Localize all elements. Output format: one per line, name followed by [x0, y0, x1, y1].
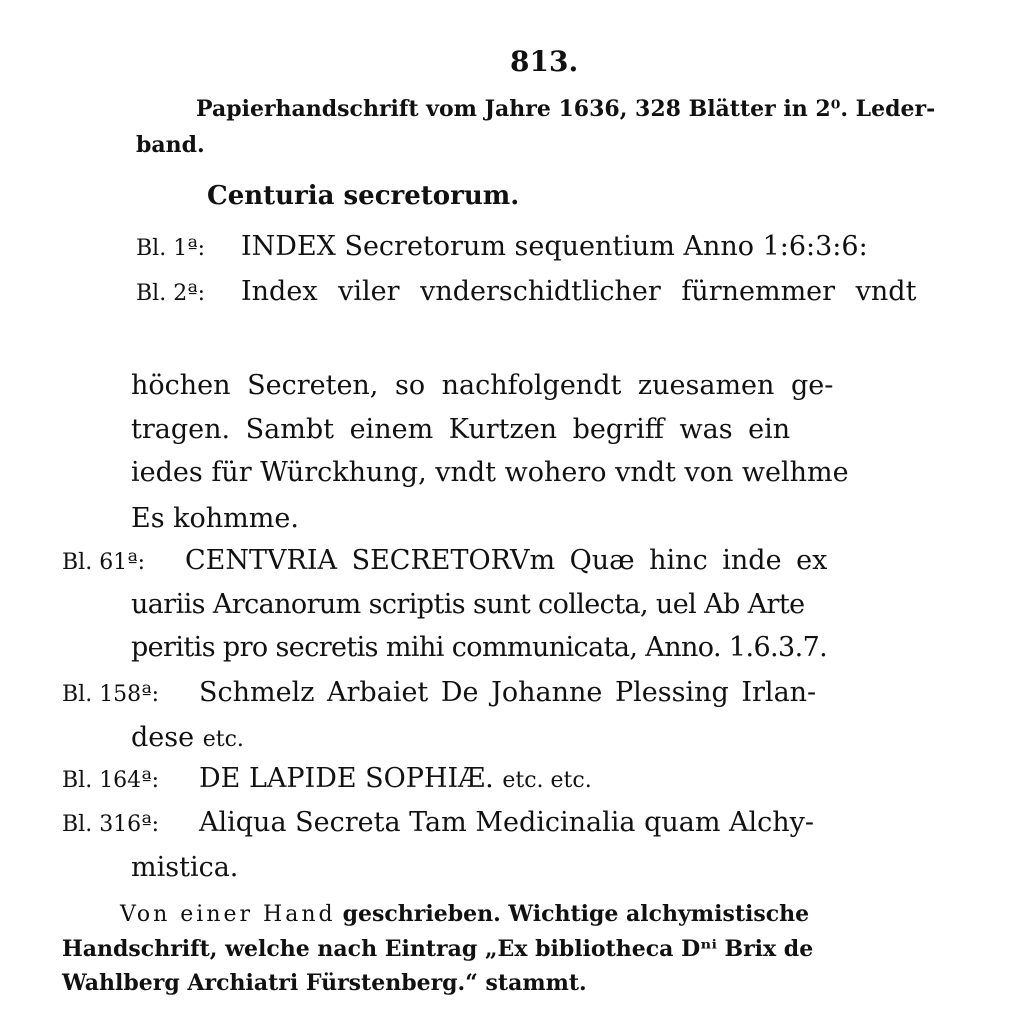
note-line-1-rest: geschrieben. Wichtige alchymistische	[342, 901, 810, 927]
continuation-line-2: tragen. Sambt einem Kurtzen begriff was ein	[131, 414, 791, 445]
entry-text-bl2: Index viler vnderschidtlicher fürnemmer vndt	[241, 276, 917, 307]
entry-text-bl1-content: INDEX Secretorum sequentium Anno 1:6:3:6:	[241, 231, 868, 262]
entry-text-bl61-line3: peritis pro secretis mihi communicata, Anno. 1.6.3.7.	[131, 632, 828, 663]
continuation-line-1: höchen Secreten, so nachfolgendt zuesamen ge-	[131, 370, 834, 401]
entry-text-bl158-line2	[131, 724, 244, 751]
entry-text-bl61-line1: CENTVRIA SECRETORVm Quæ hinc inde ex	[185, 545, 828, 576]
continuation-line-4: Es kohmme.	[131, 503, 299, 534]
entry-text-bl158-word: dese	[131, 722, 195, 753]
entry-text-bl61-line2: uariis Arcanorum scriptis sunt collecta, uel Ab Arte	[131, 589, 805, 620]
entry-text-bl316-line2: mistica.	[131, 852, 239, 883]
note-line-2: Handschrift, welche nach Eintrag „Ex bibliotheca Dⁿⁱ Brix de	[62, 936, 814, 962]
continuation-line-3: iedes für Würckhung, vndt wohero vndt von welhme	[131, 457, 849, 488]
entry-ref-bl1: Bl. 1ª:	[136, 236, 206, 261]
note-spaced-words: Von einer Hand	[120, 902, 336, 927]
entry-ref-bl61: Bl. 61ª:	[62, 550, 146, 575]
catalog-number: 813.	[510, 45, 579, 78]
entry-text-bl164-suffix: etc. etc.	[502, 768, 592, 793]
entry-ref-bl2: Bl. 2ª:	[136, 281, 206, 306]
entry-text-bl164	[199, 765, 592, 792]
entry-text-bl164-content: DE LAPIDE SOPHIÆ.	[199, 763, 494, 794]
entry-ref-bl158: Bl. 158ª:	[62, 682, 160, 707]
description-line-2: band.	[136, 132, 205, 158]
entry-ref-bl316: Bl. 316ª:	[62, 812, 160, 837]
entry-text-bl316-line1: Aliqua Secreta Tam Medicinalia quam Alchy-	[199, 807, 815, 838]
description-line-1: Papierhandschrift vom Jahre 1636, 328 Blätter in 2⁰. Leder-	[196, 96, 936, 122]
entry-text-bl158-suffix: etc.	[202, 727, 244, 752]
note-line-3: Wahlberg Archiatri Fürstenberg.“ stammt.	[62, 970, 587, 996]
manuscript-title: Centuria secretorum.	[207, 181, 520, 211]
entry-ref-bl164: Bl. 164ª:	[62, 768, 160, 793]
entry-text-bl1	[241, 233, 917, 260]
note-line-1	[120, 903, 809, 926]
entry-text-bl158-line1: Schmelz Arbaiet De Johanne Plessing Irlan-	[199, 677, 817, 708]
